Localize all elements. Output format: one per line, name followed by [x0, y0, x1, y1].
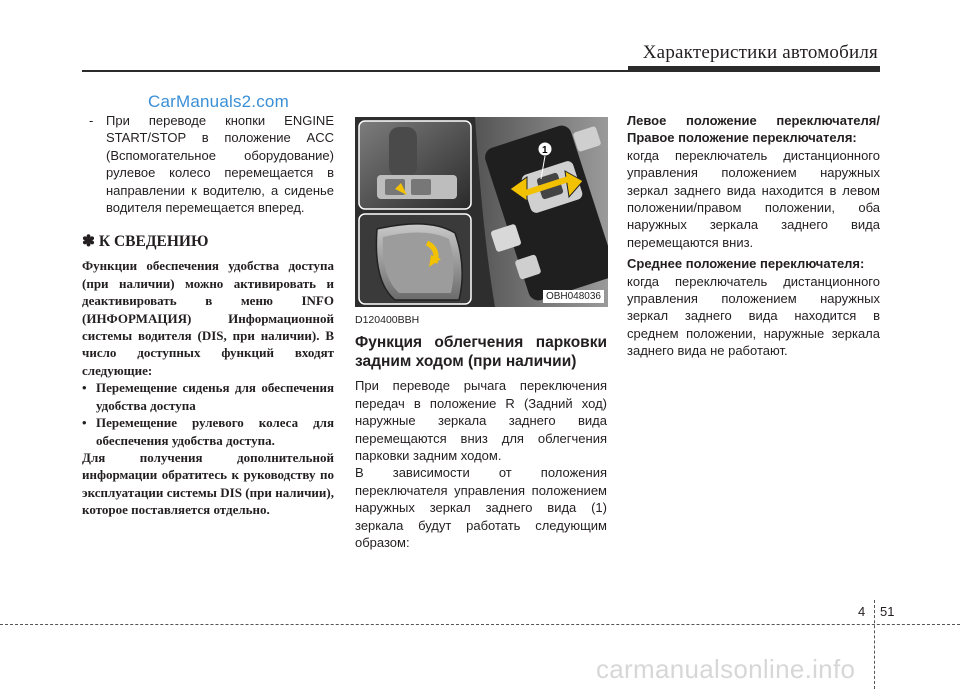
notice-intro: Функции обеспечения удобства доступа (при наличии) можно активировать и деактивировать в меню INFO (ИНФОРМАЦИЯ) Информационной системы водителя (DIS, при наличии). В число доступных функций входят следующие:	[82, 258, 334, 378]
watermark-top: CarManuals2.com	[148, 92, 289, 111]
notice-title-text: К СВЕДЕНИЮ	[98, 233, 209, 251]
column-middle	[355, 312, 607, 551]
bullet-item	[82, 379, 334, 414]
paragraph: когда переключатель дистанционного управления положением наружных зеркал заднего вида находится в левом положении/правом положении, оба наружных зеркала заднего вида перемещаются вниз.	[627, 147, 880, 250]
paragraph: При переводе рычага переключения передач в положение R (Задний ход) наружные зеркала заднего вида перемещаются вниз для облегчения парковки задним ходом.	[355, 378, 607, 464]
paragraph: когда переключатель дистанционного управления положением наружных зеркал заднего вида находится в среднем положении, наружные зеркала заднего вида не работают.	[627, 273, 880, 359]
dash-item-text: При переводе кнопки ENGINE START/STOP в положение ACC (Вспомогательное оборудование) рулевое колесо перемещается в направлении к водителю, а сиденье водителя перемещается вперед.	[106, 113, 334, 216]
section-code: D120400BBH	[355, 314, 420, 326]
paragraph: В зависимости от положения переключателя управления положением наружных зеркал заднего вида (1) зеркала будут работать следующим образом:	[355, 465, 607, 551]
dash-list-item	[82, 112, 334, 216]
bullet-text: Перемещение рулевого колеса для обеспечения удобства доступа.	[96, 415, 334, 448]
dash-marker: -	[89, 113, 94, 128]
figure-callout: 1	[542, 145, 548, 156]
bullet-text: Перемещение сиденья для обеспечения удобства доступа	[96, 380, 334, 413]
notice-title	[82, 232, 334, 251]
footer-rule	[0, 624, 960, 625]
bullet-item	[82, 414, 334, 449]
column-left	[82, 112, 334, 519]
switch-position-heading: Левое положение переключателя/ Правое положение переключателя:	[627, 113, 880, 146]
bullet-marker: •	[82, 380, 87, 396]
watermark-bottom: carmanualsonline.info	[596, 654, 856, 684]
figure-illustration	[355, 117, 608, 307]
chapter-title: Характеристики автомобиля	[642, 42, 878, 63]
switch-position-heading: Среднее положение переключателя:	[627, 256, 865, 272]
page-number: 51	[880, 604, 895, 619]
mirror-switch-figure	[355, 117, 608, 307]
figure-code: OBH048036	[543, 290, 604, 303]
chapter-number: 4	[858, 604, 866, 619]
footer-divider	[874, 600, 875, 689]
section-heading: Функция облегчения парковки задним ходом (при наличии)	[355, 334, 607, 371]
column-right	[627, 112, 880, 360]
notice-symbol-icon: ✽	[82, 233, 95, 251]
header-rule-accent	[628, 66, 880, 72]
notice-outro: Для получения дополнительной информации обратитесь к руководству по эксплуатации системы DIS (при наличии), которое поставляется отдельно.	[82, 449, 334, 518]
bullet-marker: •	[82, 415, 87, 431]
